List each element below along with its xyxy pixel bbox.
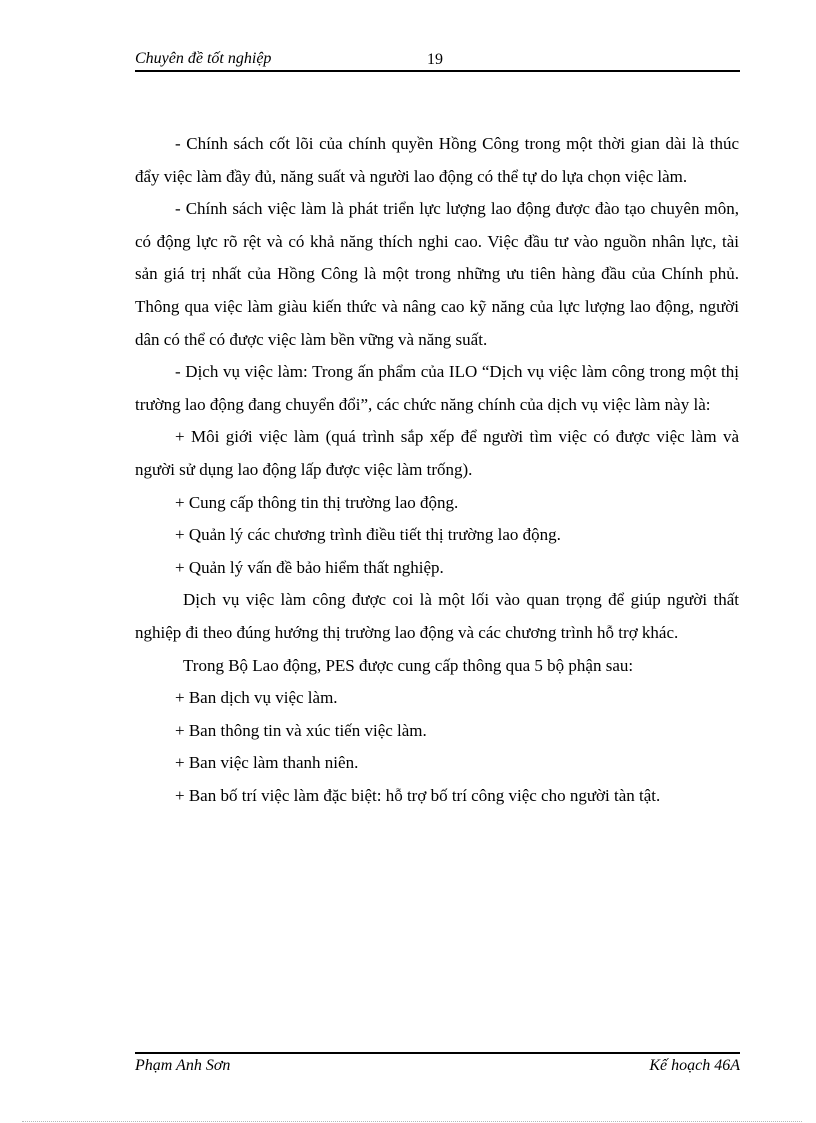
list-item: + Cung cấp thông tin thị trường lao động. [175,492,459,512]
paragraph-employment-service: - Dịch vụ việc làm: Trong ấn phẩm của ILO “Dịch vụ việc làm công trong một thị trường lao động đang chuyển đổi”, các chức năng chính của dịch vụ việc làm này là: [135,362,739,414]
page-number: 19 [427,51,443,68]
page-edge-divider [22,1121,802,1122]
list-item: + Ban thông tin và xúc tiến việc làm. [175,720,427,740]
list-item: + Ban dịch vụ việc làm. [175,688,338,708]
footer-class: Kế hoạch 46A [649,1057,740,1074]
list-item: + Quản lý các chương trình điều tiết thị trường lao động. [175,525,561,545]
paragraph-job-brokerage: + Môi giới việc làm (quá trình sắp xếp để người tìm việc có được việc làm và người sử dụng lao động lấp được việc làm trống). [135,427,739,479]
header-title: Chuyên đề tốt nghiệp [135,50,272,67]
paragraph-employment-policy: - Chính sách việc làm là phát triển lực lượng lao động được đào tạo chuyên môn, có động lực rõ rệt và có khả năng thích nghi cao. Việc đầu tư vào nguồn nhân lực, tài sản giá trị nhất của Hồng Công là một trong những ưu tiên hàng đầu của Chính phủ. Thông qua việc làm giàu kiến thức và nâng cao kỹ năng của lực lượng lao động, người dân có thể có được việc làm bền vững và năng suất. [135,199,739,349]
page-footer [135,1052,740,1078]
footer-author: Phạm Anh Sơn [135,1057,231,1074]
page-header [135,48,740,72]
paragraph-public-service: Dịch vụ việc làm công được coi là một lối vào quan trọng để giúp người thất nghiệp đi theo đúng hướng thị trường lao động và các chương trình hỗ trợ khác. [135,590,739,642]
paragraph-labour-department: Trong Bộ Lao động, PES được cung cấp thông qua 5 bộ phận sau: [183,655,634,675]
list-item: + Quản lý vấn đề bảo hiểm thất nghiệp. [175,557,444,577]
page-body [135,128,739,812]
paragraph-core-policy: - Chính sách cốt lõi của chính quyền Hồng Công trong một thời gian dài là thúc đẩy việc làm đầy đủ, năng suất và người lao động có thể tự do lựa chọn việc làm. [135,134,739,186]
list-item: + Ban bố trí việc làm đặc biệt: hỗ trợ bố trí công việc cho người tàn tật. [175,785,661,805]
list-item: + Ban việc làm thanh niên. [175,753,359,773]
